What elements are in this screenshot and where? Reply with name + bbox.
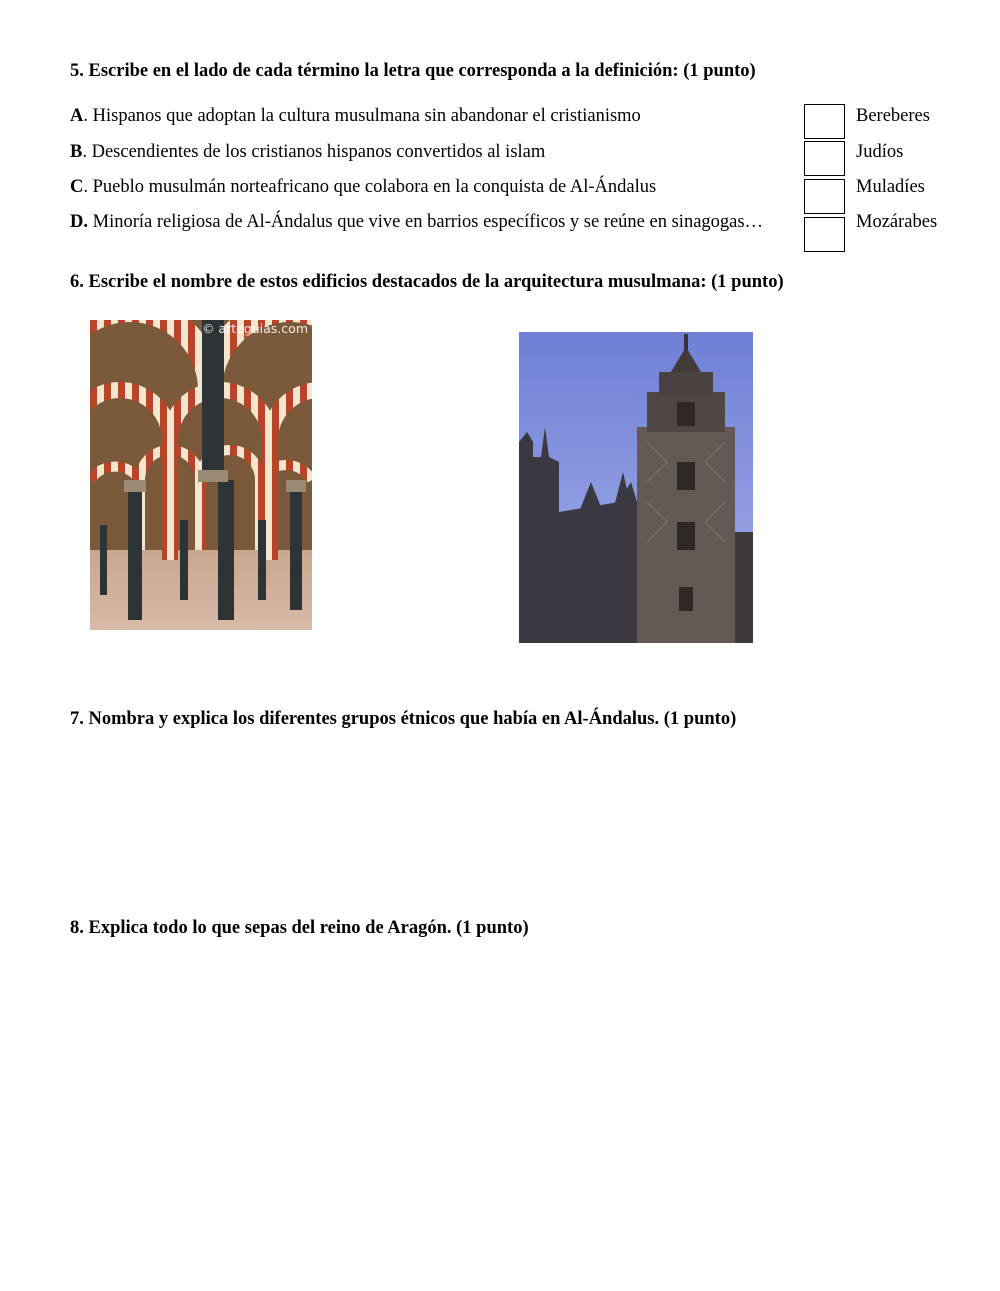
answer-box-mozarabes[interactable] [804,217,845,252]
question-7-title: 7. Nombra y explica los diferentes grupos étnicos que había en Al-Ándalus. (1 punto) [70,709,737,729]
question-6-title: 6. Escribe el nombre de estos edificios destacados de la arquitectura musulmana: (1 punto) [70,272,784,292]
photo-watermark: © arteguias.com [201,321,308,336]
definition-b [70,142,545,163]
definition-text: . Pueblo musulmán norteafricano que colabora en la conquista de Al-Ándalus [83,177,657,197]
term-judios: Judíos [856,142,904,162]
definition-letter: B [70,142,83,162]
definition-text: Minoría religiosa de Al-Ándalus que vive en barrios específicos y se reúne en sinagogas… [88,212,764,232]
definition-d [70,212,763,233]
definition-text: . Hispanos que adoptan la cultura musulmana sin abandonar el cristianismo [83,106,641,126]
giralda-photo [519,332,753,643]
definition-letter: A [70,106,84,126]
definition-letter: C [70,177,84,197]
mosque-photo [90,320,312,630]
definition-letter: D. [70,212,88,232]
term-mozarabes: Mozárabes [856,212,938,232]
giralda-tower-image [519,332,753,643]
definition-text: . Descendientes de los cristianos hispanos convertidos al islam [82,142,546,162]
definition-c [70,177,656,198]
question-5-title: 5. Escribe en el lado de cada término la letra que corresponda a la definición: (1 punto) [70,61,756,81]
answer-box-bereberes[interactable] [804,104,845,139]
answer-box-muladies[interactable] [804,179,845,214]
answer-box-judios[interactable] [804,141,845,176]
term-muladies: Muladíes [856,177,925,197]
question-8-title: 8. Explica todo lo que sepas del reino de Aragón. (1 punto) [70,918,529,938]
term-bereberes: Bereberes [856,106,930,126]
definition-a [70,106,641,127]
mosque-arches-image [90,320,312,630]
